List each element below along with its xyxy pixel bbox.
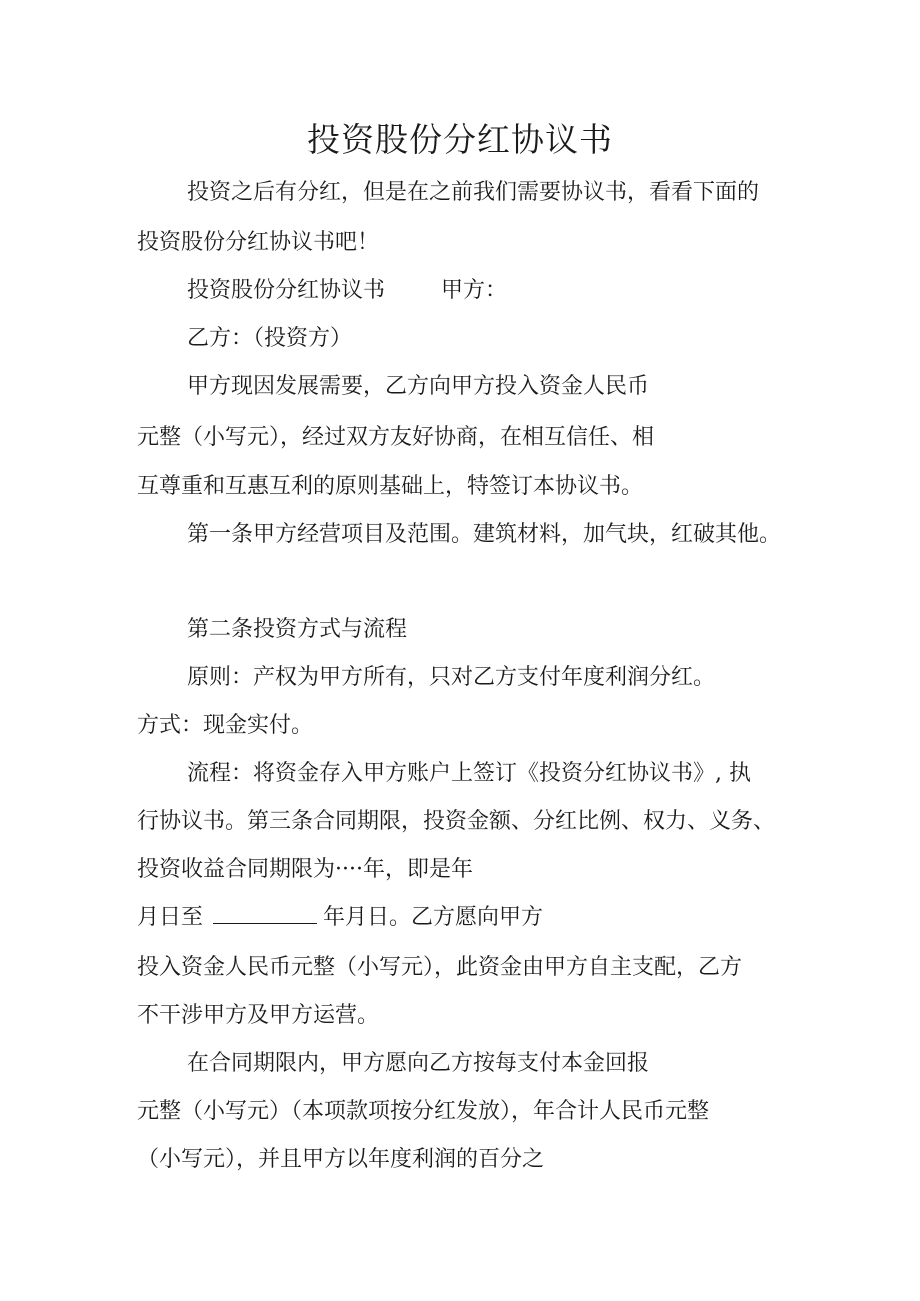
term-suffix: 年月日。乙方愿向甲方	[323, 905, 544, 930]
preamble-line-1: 甲方现因发展需要，乙方向甲方投入资金人民币	[187, 374, 650, 399]
party-a-label: 甲方：	[441, 278, 508, 303]
investment-line-2: 不干涉甲方及甲方运营。	[137, 1003, 380, 1028]
term-blank	[213, 903, 317, 924]
return-line-1: 在合同期限内，甲方愿向乙方按每支付本金回报	[187, 1051, 650, 1076]
article-2-heading: 第二条投资方式与流程	[187, 617, 408, 642]
return-line-2: 元整（小写元）（本项款项按分红发放），年合计人民币元整	[137, 1099, 710, 1124]
term-line	[137, 903, 543, 933]
principle-line: 原则：产权为甲方所有，只对乙方支付年度利润分红。	[187, 665, 716, 690]
party-b-label: 乙方：（投资方）	[187, 326, 353, 351]
method-line: 方式：现金实付。	[137, 713, 314, 738]
intro-line-2: 投资股份分红协议书吧！	[137, 230, 380, 255]
document-title: 投资股份分红协议书	[307, 120, 613, 159]
process-line-1: 流程：将资金存入甲方账户上签订《投资分红协议书》, 执	[187, 761, 751, 786]
preamble-line-2: 元整（小写元），经过双方友好协商，在相互信任、相	[137, 425, 655, 450]
article-1: 第一条甲方经营项目及范围。建筑材料，加气块，红破其他。	[187, 522, 782, 547]
intro-line-1: 投资之后有分红，但是在之前我们需要协议书，看看下面的	[187, 180, 760, 205]
investment-line-1: 投入资金人民币元整（小写元），此资金由甲方自主支配，乙方	[137, 955, 743, 980]
header-line	[187, 276, 507, 306]
term-prefix: 月日至	[137, 905, 204, 930]
process-line-2: 行协议书。第三条合同期限，投资金额、分红比例、权力、义务、	[137, 809, 776, 834]
preamble-line-3: 互尊重和互惠互利的原则基础上，特签订本协议书。	[137, 474, 644, 499]
header-doc-name: 投资股份分红协议书	[187, 278, 386, 303]
process-line-3: 投资收益合同期限为····年，即是年	[137, 857, 473, 882]
return-line-3: （小写元），并且甲方以年度利润的百分之	[137, 1147, 545, 1172]
